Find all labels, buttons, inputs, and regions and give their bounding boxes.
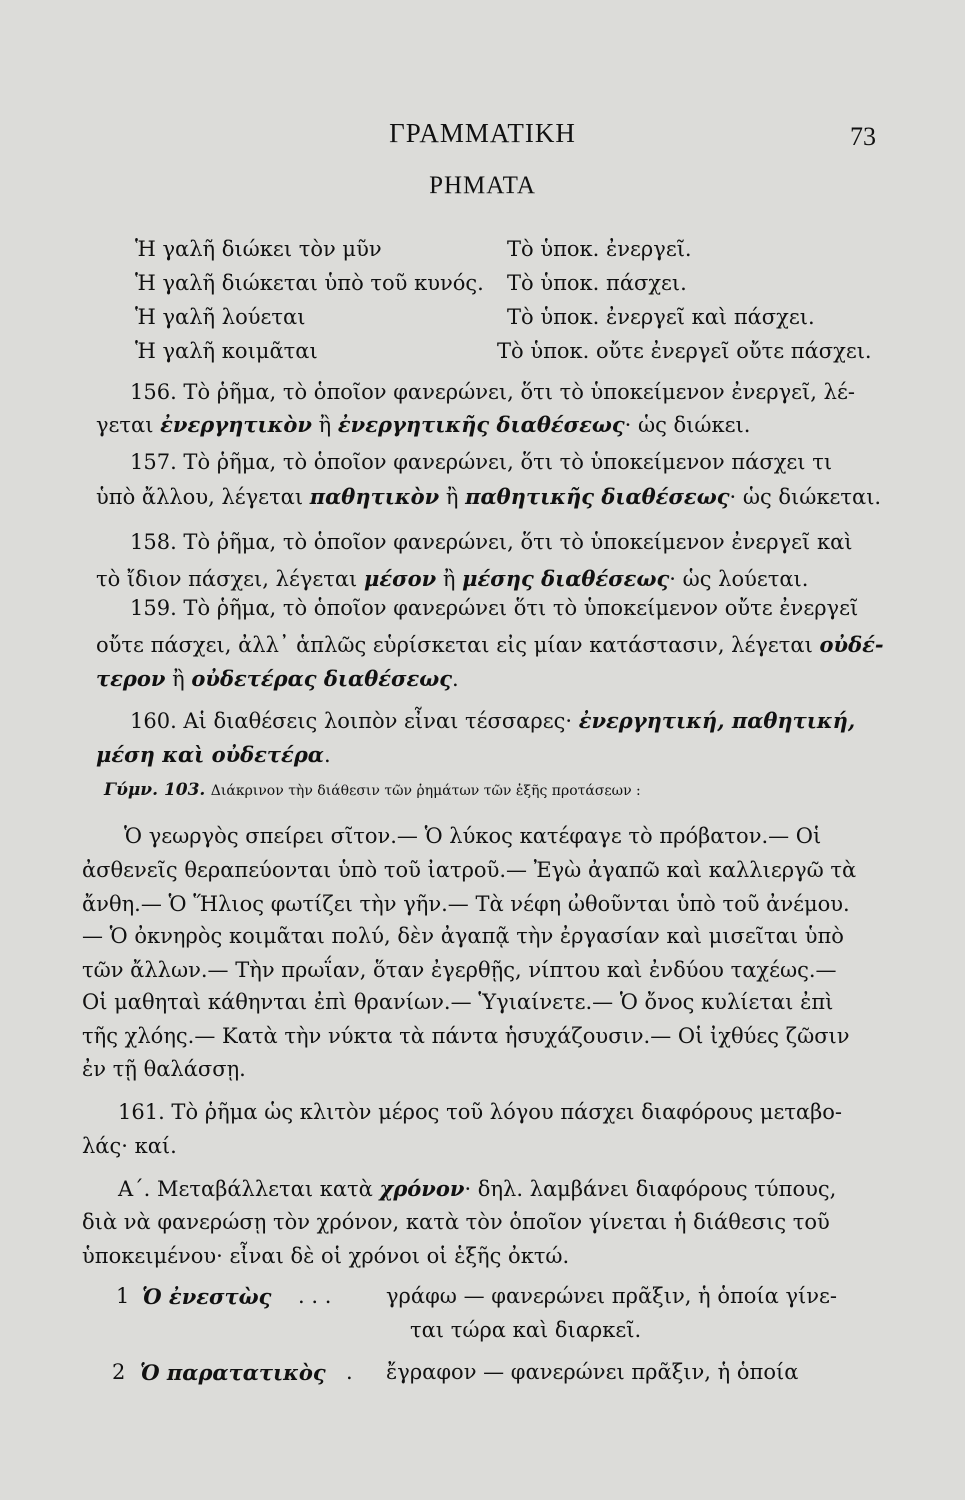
- paragraph-line: 160. Αἱ διαθέσεις λοιπὸν εἶναι τέσσαρες· ἐνεργητική, παθητική,: [130, 708, 856, 733]
- paragraph-line: 159. Τὸ ῥῆμα, τὸ ὁποῖον φανερώνει ὅτι τὸ ὑποκείμενον οὔτε ἐνεργεῖ: [130, 596, 859, 620]
- tense-number: 2: [112, 1360, 126, 1384]
- example-sentence: Ἡ γαλῆ διώκεται ὑπὸ τοῦ κυνός.: [135, 271, 484, 295]
- example-note: Τὸ ὑποκ. πάσχει.: [507, 271, 687, 295]
- exercise-line: ἄνθη.— Ὁ Ἥλιος φωτίζει τὴν γῆν.— Τὰ νέφη ὠθοῦνται ὑπὸ τοῦ ἀνέμου.: [82, 892, 850, 916]
- tense-description: γράφω — φανερώνει πρᾶξιν, ἡ ὁποία γίνε-: [386, 1284, 838, 1308]
- paragraph-line: 161. Τὸ ῥῆμα ὡς κλιτὸν μέρος τοῦ λόγου πάσχει διαφόρους μεταβο-: [118, 1100, 842, 1124]
- example-note: Τὸ ὑποκ. ἐνεργεῖ καὶ πάσχει.: [507, 305, 815, 329]
- exercise-instruction: Διάκρινον τὴν διάθεσιν τῶν ῥημάτων τῶν ἑξῆς προτάσεων :: [210, 783, 641, 799]
- term-passive-voice: παθητικῆς διαθέσεως: [465, 484, 730, 509]
- exercise-heading: [104, 780, 641, 800]
- exercise-line: τῆς χλόης.— Κατὰ τὴν νύκτα τὰ πάντα ἡσυχάζουσιν.— Οἱ ἰχθύες ζῶσιν: [82, 1024, 850, 1048]
- tense-dots: . . .: [298, 1284, 332, 1308]
- term-middle: μέσον: [363, 566, 437, 591]
- paragraph-line: οὔτε πάσχει, ἀλλ᾽ ἁπλῶς εὑρίσκεται εἰς μίαν κατάστασιν, λέγεται οὐδέ-: [96, 632, 884, 657]
- paragraph-line: ὑπὸ ἄλλου, λέγεται παθητικὸν ἢ παθητικῆς διαθέσεως· ὡς διώκεται.: [96, 484, 882, 509]
- paragraph-line: 157. Τὸ ῥῆμα, τὸ ὁποῖον φανερώνει, ὅτι τὸ ὑποκείμενον πάσχει τι: [130, 450, 833, 474]
- exercise-label: Γύμν. 103.: [104, 780, 206, 800]
- paragraph-line: λάς· καί.: [82, 1134, 177, 1158]
- exercise-line: Οἱ μαθηταὶ κάθηνται ἐπὶ θρανίων.— Ὑγιαίνετε.— Ὁ ὄνος κυλίεται ἐπὶ: [82, 990, 834, 1014]
- tense-description: ἔγραφον — φανερώνει πρᾶξιν, ἡ ὁποία: [386, 1360, 799, 1384]
- term-middle-voice: μέσης διαθέσεως: [462, 566, 670, 591]
- tense-number: 1: [116, 1284, 130, 1308]
- example-note: Τὸ ὑποκ. ἐνεργεῖ.: [507, 237, 692, 261]
- paragraph-line: τερον ἢ οὐδετέρας διαθέσεως.: [96, 666, 459, 691]
- paragraph-line: ὑποκειμένου· εἶναι δὲ οἱ χρόνοι οἱ ἑξῆς ὀκτώ.: [82, 1244, 570, 1268]
- exercise-line: ἀσθενεῖς θεραπεύονται ὑπὸ τοῦ ἰατροῦ.— Ἐγὼ ἀγαπῶ καὶ καλλιεργῶ τὰ: [82, 858, 857, 882]
- paragraph-line: 158. Τὸ ῥῆμα, τὸ ὁποῖον φανερώνει, ὅτι τὸ ὑποκείμενον ἐνεργεῖ καὶ: [130, 530, 853, 554]
- term-active-voice: ἐνεργητικῆς διαθέσεως: [337, 412, 625, 437]
- page-number: 73: [850, 122, 876, 151]
- paragraph-line: διὰ νὰ φανερώσῃ τὸν χρόνον, κατὰ τὸν ὁποῖον γίνεται ἡ διάθεσις τοῦ: [82, 1210, 830, 1234]
- tense-name: Ὁ παρατατικὸς: [140, 1360, 326, 1385]
- exercise-line: ἐν τῇ θαλάσσῃ.: [82, 1057, 246, 1081]
- term-tense: χρόνον: [379, 1176, 465, 1201]
- paragraph-line: γεται ἐνεργητικὸν ἢ ἐνεργητικῆς διαθέσεως· ὡς διώκει.: [96, 412, 751, 437]
- tense-description: ται τώρα καὶ διαρκεῖ.: [410, 1318, 642, 1342]
- paragraph-line: Α΄. Μεταβάλλεται κατὰ χρόνον· δηλ. λαμβάνει διαφόρους τύπους,: [118, 1176, 837, 1201]
- section-title: ΡΗΜΑΤΑ: [429, 172, 536, 199]
- exercise-line: Ὁ γεωργὸς σπείρει σῖτον.— Ὁ λύκος κατέφαγε τὸ πρόβατον.— Οἱ: [124, 824, 822, 848]
- voices-list: ἐνεργητική, παθητική,: [578, 708, 856, 733]
- tense-name: Ὁ ἐνεστὼς: [142, 1284, 272, 1309]
- term-passive: παθητικὸν: [309, 484, 440, 509]
- example-sentence: Ἡ γαλῆ κοιμᾶται: [135, 339, 318, 363]
- paragraph-line: 156. Τὸ ῥῆμα, τὸ ὁποῖον φανερώνει, ὅτι τὸ ὑποκείμενον ἐνεργεῖ, λέ-: [130, 380, 855, 404]
- term-neuter-voice: οὐδετέρας διαθέσεως: [191, 666, 452, 691]
- example-sentence: Ἡ γαλῆ διώκει τὸν μῦν: [135, 237, 382, 261]
- exercise-line: — Ὁ ὀκνηρὸς κοιμᾶται πολύ, δὲν ἀγαπᾷ τὴν ἐργασίαν καὶ μισεῖται ὑπὸ: [82, 924, 844, 948]
- term-active: ἐνεργητικὸν: [160, 412, 312, 437]
- example-note: Τὸ ὑποκ. οὔτε ἐνεργεῖ οὔτε πάσχει.: [497, 339, 872, 363]
- term-neuter-part: οὐδέ-: [819, 632, 884, 657]
- running-header-title: ΓΡΑΜΜΑΤΙΚΗ: [389, 118, 576, 148]
- paragraph-line: μέση καὶ οὐδετέρα.: [96, 742, 331, 767]
- paragraph-line: τὸ ἴδιον πάσχει, λέγεται μέσον ἢ μέσης διαθέσεως· ὡς λούεται.: [96, 566, 809, 591]
- exercise-line: τῶν ἄλλων.— Τὴν πρωΐαν, ὅταν ἐγερθῇς, νίπτου καὶ ἐνδύου ταχέως.—: [82, 958, 837, 982]
- tense-dots: .: [346, 1360, 353, 1384]
- example-sentence: Ἡ γαλῆ λούεται: [135, 305, 306, 329]
